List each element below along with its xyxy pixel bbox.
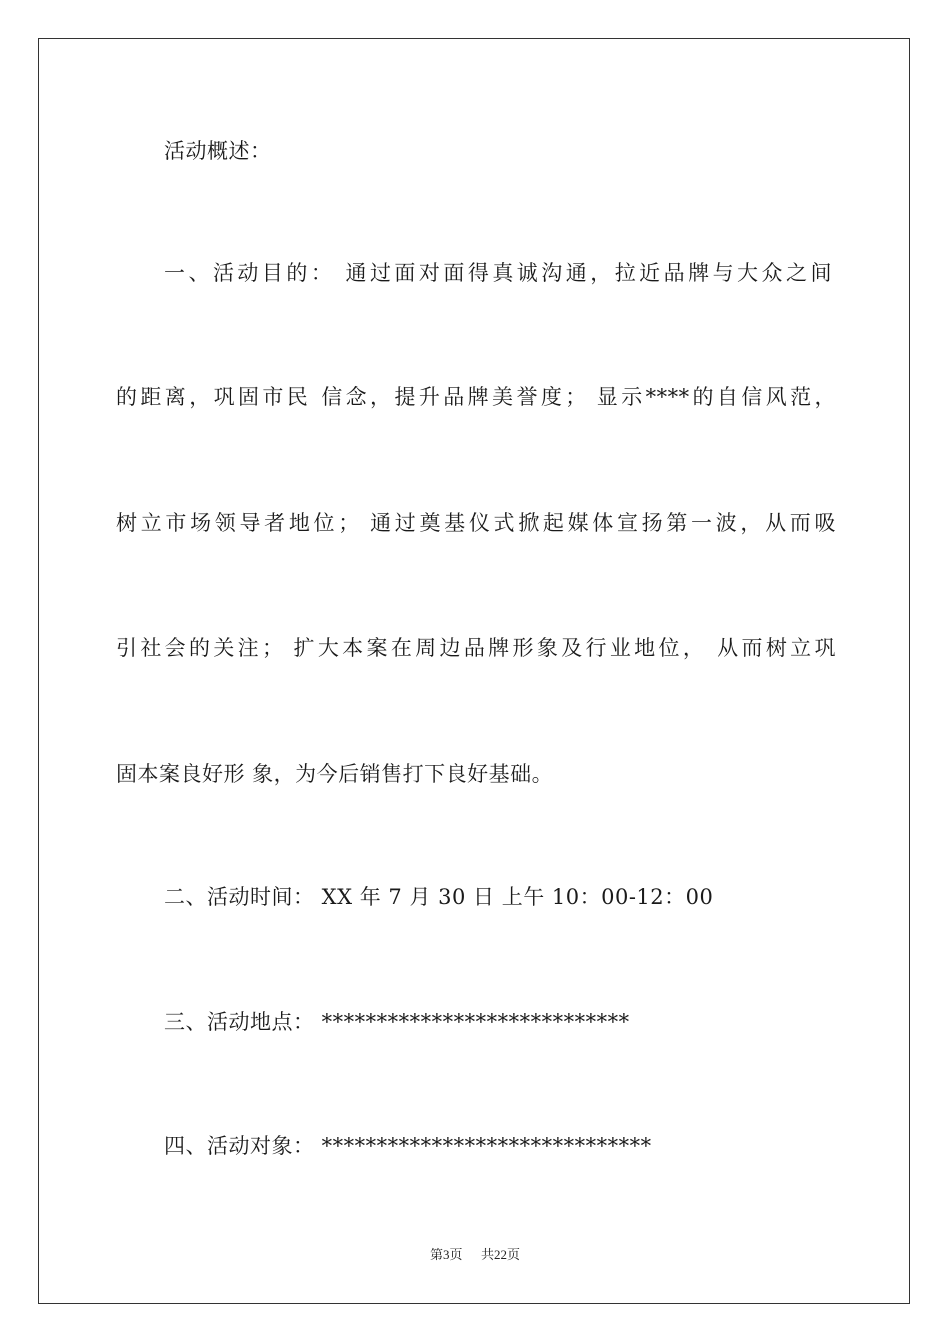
page-footer <box>0 1247 950 1263</box>
section-heading-overview: 活动概述： <box>164 139 272 163</box>
activity-location-line: 三、活动地点： **************************** <box>164 1010 630 1034</box>
activity-audience-line: 四、活动对象： ****************************** <box>164 1134 652 1158</box>
paragraph-line-5: 固本案良好形 象，为今后销售打下良好基础。 <box>116 762 554 786</box>
paragraph-line-1: 一、活动目的： 通过面对面得真诚沟通，拉近品牌与大众之间 <box>164 261 832 285</box>
paragraph-line-2: 的距离，巩固市民 信念，提升品牌美誉度； 显示****的自信风范， <box>116 385 836 409</box>
paragraph-line-3: 树立市场领导者地位； 通过奠基仪式掀起媒体宣扬第一波，从而吸 <box>116 511 836 535</box>
activity-time-line: 二、活动时间： XX 年 7 月 30 日 上午 10：00-12：00 <box>164 885 714 909</box>
paragraph-line-4: 引社会的关注； 扩大本案在周边品牌形象及行业地位， 从而树立巩 <box>116 636 836 660</box>
page-total: 共22页 <box>481 1247 521 1262</box>
page-number: 第3页 <box>429 1247 463 1262</box>
page-border <box>38 38 910 1304</box>
